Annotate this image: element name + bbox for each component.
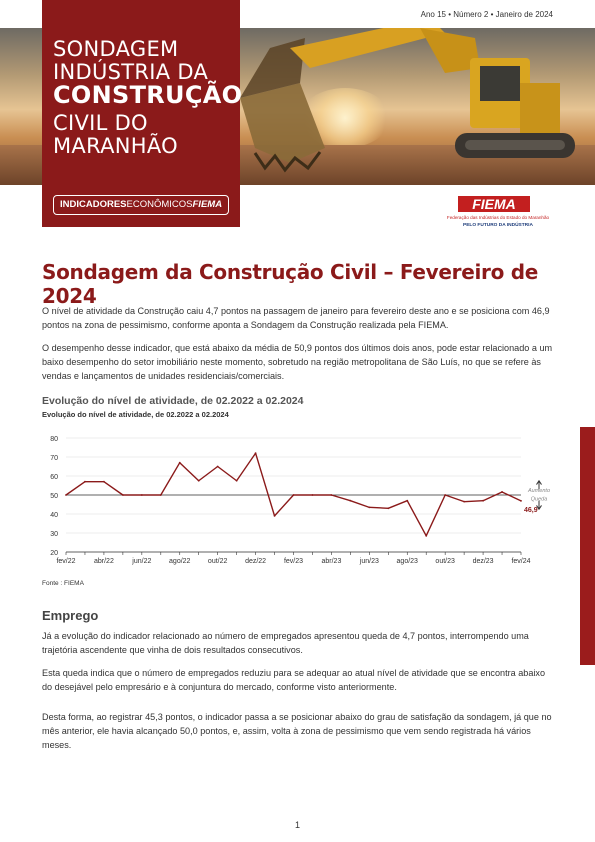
article-title: Sondagem da Construção Civil – Fevereiro de 2024 (42, 260, 538, 308)
x-tick-label: jun/22 (132, 558, 152, 565)
data-point (406, 500, 408, 502)
x-tick-label: abr/23 (321, 558, 342, 565)
increase-label: Aumento (527, 487, 551, 494)
title-line-4: CIVIL DO (53, 111, 148, 135)
x-tick-label: ago/23 (396, 558, 418, 565)
data-point (122, 494, 124, 496)
side-accent-bar (580, 427, 595, 665)
data-point (482, 500, 484, 502)
data-point (331, 494, 333, 496)
title-line-2: INDÚSTRIA DA (53, 60, 209, 84)
x-tick-label: dez/22 (245, 558, 267, 565)
x-tick-label: fev/23 (283, 558, 304, 565)
chart-title: Evolução do nível de atividade, de 02.2022 a 02.2024 (42, 395, 304, 407)
paragraph-2: O desempenho desse indicador, que está abaixo da média de 50,9 pontos dos últimos dois anos, pode estar relacionado a um baixo desempenho do setor imobiliário neste momento, sobretudo na região metropolitana de São Luís, no que se refere às vendas e lançamentos de unidades residenciais/comerciais. (42, 343, 553, 381)
data-point (349, 500, 351, 502)
paragraph-5: Desta forma, ao registrar 45,3 pontos, o indicador passa a se posicionar abaixo do grau de satisfação da sondagem, já que no mês anterior, ele havia alcançado 50,0 pontos, e, assim, volta à zona de pessimismo que vem sendo registrada há vários meses. (42, 712, 552, 750)
indicadores-tag (53, 195, 229, 215)
tag-brand: FIEMA (192, 199, 223, 210)
x-tick-label: abr/22 (93, 558, 114, 565)
y-tick-label: 80 (50, 436, 58, 443)
data-point (425, 535, 427, 537)
title-line-3: CONSTRUÇÃO (53, 81, 243, 109)
data-point (65, 494, 67, 496)
x-tick-label: out/22 (207, 558, 228, 565)
x-tick-label: fev/22 (56, 558, 76, 565)
data-point (293, 494, 295, 496)
data-point (312, 494, 314, 496)
page-number: 1 (294, 820, 300, 830)
excavator-image (230, 28, 595, 185)
x-tick-label: jun/23 (359, 558, 379, 565)
title-line-1: SONDAGEM (53, 37, 179, 61)
paragraph-4: Esta queda indica que o número de empregados reduziu para se adequar ao atual nível de atividade que se encontra abaixo do desejável pelo empresário e à conjuntura do mercado, conforme visto anteriormente. (42, 668, 546, 692)
tag-middle: ECONÔMICOS (126, 199, 193, 210)
tag-prefix: INDICADORES (60, 199, 127, 210)
data-point (236, 480, 238, 482)
fiema-subtitle: Federação das Indústrias do Estado do Maranhão (446, 215, 550, 220)
x-tick-label: dez/23 (472, 558, 494, 565)
title-line-5: MARANHÃO (53, 134, 179, 158)
title-panel (42, 0, 243, 227)
x-tick-label: out/23 (435, 558, 455, 565)
data-point (368, 506, 370, 508)
y-tick-label: 20 (50, 550, 58, 557)
data-point (84, 481, 86, 483)
data-point (179, 462, 181, 464)
data-point (103, 481, 105, 483)
data-point (520, 500, 522, 502)
data-point (501, 491, 503, 493)
y-tick-label: 70 (50, 455, 58, 462)
data-point (274, 515, 276, 517)
decrease-label: Queda (530, 496, 548, 503)
data-point (387, 507, 389, 509)
fiema-motto: PELO FUTURO DA INDÚSTRIA (463, 223, 533, 228)
x-tick-label: ago/22 (169, 558, 191, 565)
y-tick-label: 40 (50, 512, 58, 519)
chart-source: Fonte : FIEMA (42, 580, 84, 587)
x-tick-label: fev/24 (511, 558, 531, 565)
paragraph-1: O nível de atividade da Construção caiu 4,7 pontos na passagem de janeiro para fevereiro deste ano e se posiciona com 46,9 pontos na zona de pessimismo, conforme aponta a Sondagem da Construção realizada pela FIEMA. (42, 306, 550, 330)
data-point (463, 501, 465, 503)
paragraph-3: Já a evolução do indicador relacionado ao número de empregados apresentou queda de 4,7 pontos, interrompendo uma trajetória ascendente que vinha de dois resultados consecutivos. (42, 631, 529, 655)
data-point (198, 480, 200, 482)
fiema-wordmark: FIEMA (458, 196, 530, 212)
data-point (141, 494, 143, 496)
chart-subtitle: Evolução do nível de atividade, de 02.2022 a 02.2024 (42, 410, 229, 419)
section-title-emprego: Emprego (42, 608, 99, 623)
issue-info: Ano 15 • Número 2 • Janeiro de 2024 (420, 10, 553, 19)
data-point (444, 494, 446, 496)
data-point (160, 494, 162, 496)
y-tick-label: 60 (50, 474, 58, 481)
activity-line-chart (36, 428, 556, 570)
data-point (255, 452, 257, 454)
y-tick-label: 50 (50, 493, 58, 500)
y-tick-label: 30 (50, 531, 58, 538)
last-value-label: 46,9 (524, 506, 538, 514)
data-point (217, 466, 219, 468)
